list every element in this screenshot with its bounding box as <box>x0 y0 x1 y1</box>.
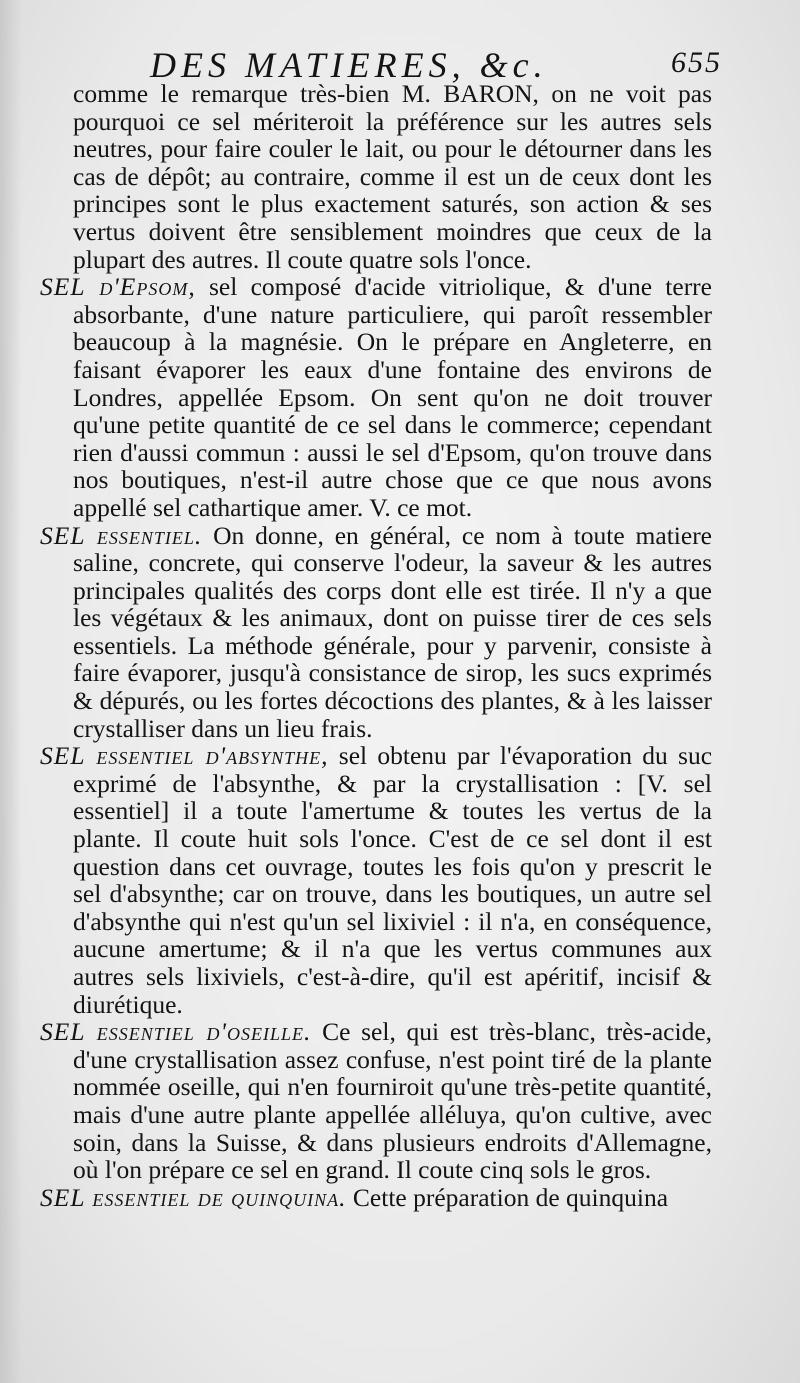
entry-headword: SEL essentiel. <box>40 520 203 550</box>
entry-sel-essentiel-quinquina <box>40 1184 712 1212</box>
entry-headword: SEL essentiel d'oseille. <box>40 1017 312 1047</box>
entry-sel-essentiel-oseille <box>40 1018 712 1184</box>
running-head: DES MATIERES, &c. <box>150 45 548 85</box>
entry-headword: SEL essentiel d'absynthe, <box>40 741 329 771</box>
entry-headword: SEL essentiel de quinquina. <box>40 1182 347 1212</box>
entry-text: sel composé d'acide vitriolique, & d'une terre absorbante, d'une nature particuliere, qui paroît ressembler beaucoup à la magnésie. On le prépare en Angleterre, en faisant évaporer les eaux d'une fontaine des environs de Londres, appellée Epsom. On sent qu'on ne doit trouver qu'une petite quantité de ce sel dans le commerce; cependant rien d'aussi commun : aussi le sel d'Epsom, qu'on trouve dans nos boutiques, n'est-il autre chose que ce que nous avons appellé sel cathartique amer. V. ce mot. <box>73 272 712 522</box>
entry-text: comme le remarque très-bien M. BARON, on ne voit pas pourquoi ce sel mériteroit la préférence sur les autres sels neutres, pour faire couler le lait, ou pour le détourner dans les cas de dépôt; au contraire, comme il est un de ceux dont les principes sont le plus exactement saturés, son action & ses vertus doivent être sensiblement moindres que ceux de la plupart des autres. Il coute quatre sols l'once. <box>73 79 712 274</box>
entry-sel-essentiel-absynthe <box>40 742 712 1018</box>
entry-sel-epsom <box>40 273 712 521</box>
page-number: 655 <box>671 46 722 79</box>
entry-text: Cette préparation de quinquina <box>352 1182 669 1212</box>
page-body <box>40 80 712 1211</box>
entry-text: sel obtenu par l'évaporation du suc exprimé de l'absynthe, & par la crystallisation : [V. sel essentiel] il a toute l'amertume & toutes les vertus de la plante. Il coute huit sols l'once. C'est de ce sel dont il est question dans cet ouvrage, toutes les fois qu'on y prescrit le sel d'absynthe; car on trouve, dans les boutiques, un autre sel d'absynthe qui n'est qu'un sel lixiviel : il n'a, en conséquence, aucune amertume; & il n'a que les vertus communes aux autres sels lixiviels, c'est-à-dire, qu'il est apéritif, incisif & diurétique. <box>73 741 713 1019</box>
entry-continuation <box>40 80 712 273</box>
entry-text: Ce sel, qui est très-blanc, très-acide, d'une crystallisation assez confuse, n'est point tiré de la plante nommée oseille, qui n'en fourniroit qu'une très-petite quantité, mais d'une autre plante appellée alléluya, qu'on cultive, avec soin, dans la Suisse, & dans plusieurs endroits d'Allemagne, où l'on prépare ce sel en grand. Il coute cinq sols le gros. <box>73 1017 713 1185</box>
entry-headword: SEL d'Epsom, <box>40 272 196 302</box>
gutter-shadow <box>0 0 22 1383</box>
entry-sel-essentiel <box>40 522 712 743</box>
entry-text: On donne, en général, ce nom à toute matiere saline, concrete, qui conserve l'odeur, la saveur & les autres principales qualités des corps dont elle est tirée. Il n'y a que les végétaux & les animaux, dont on puisse tirer de ces sels essentiels. La méthode générale, pour y parvenir, consiste à faire évaporer, jusqu'à consistance de sirop, les sucs exprimés & dépurés, ou les fortes décoctions des plantes, & à les laisser crystalliser dans un lieu frais. <box>73 520 712 743</box>
